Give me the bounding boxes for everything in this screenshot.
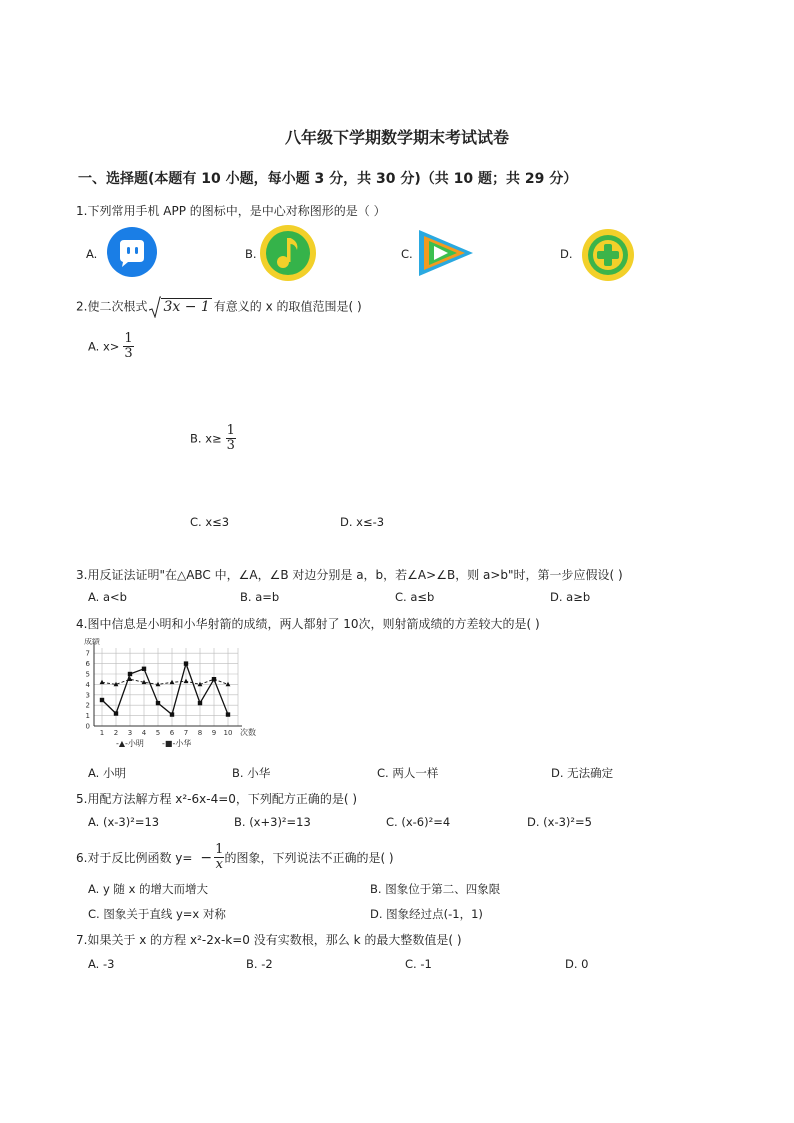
y-tick-label: 7 xyxy=(85,649,90,658)
q2-option-a-text: A. x> xyxy=(88,339,120,354)
q7-option-c: C. -1 xyxy=(405,957,432,971)
q6-option-c: C. 图象关于直线 y=x 对称 xyxy=(88,907,226,921)
page-title: 八年级下学期数学期末考试试卷 xyxy=(284,128,509,147)
x-tick-label: 2 xyxy=(113,729,119,737)
question-7-stem: 7.如果关于 x 的方程 x²-2x-k=0 没有实数根，那么 k 的最大整数值是( ) xyxy=(76,933,462,947)
question-5-stem: 5.用配方法解方程 x²-6x-4=0，下列配方正确的是( ) xyxy=(76,792,358,806)
data-point-square xyxy=(114,711,118,715)
q1-option-b-label: B. xyxy=(245,247,257,261)
q5-option-d: D. (x-3)²=5 xyxy=(527,815,592,829)
q5-option-a: A. (x-3)²=13 xyxy=(88,815,160,829)
series-line-xiaoming xyxy=(102,679,228,684)
x-tick-label: 9 xyxy=(211,729,217,737)
x-tick-label: 4 xyxy=(141,729,147,737)
q7-option-d: D. 0 xyxy=(565,957,589,971)
fraction-one-over-x xyxy=(214,843,224,872)
video-play-app-icon xyxy=(415,226,477,280)
q7-option-b: B. -2 xyxy=(246,957,273,971)
q4-option-d: D. 无法确定 xyxy=(551,766,614,780)
data-point-square xyxy=(198,701,202,705)
fraction-denominator: x xyxy=(215,857,223,872)
x-tick-label: 10 xyxy=(223,729,233,737)
q2-option-b xyxy=(190,424,236,453)
legend-entry: -▲-小明 xyxy=(116,739,144,748)
radical-sign-icon xyxy=(149,296,161,318)
data-point-square xyxy=(184,661,188,665)
data-point-triangle xyxy=(184,679,189,683)
question-2-stem xyxy=(76,296,362,318)
x-tick-label: 8 xyxy=(197,729,203,737)
music-note-app-icon xyxy=(259,224,317,282)
q2-option-d: D. x≤-3 xyxy=(340,515,385,529)
fraction-numerator: 1 xyxy=(215,842,224,857)
fraction-one-third xyxy=(226,424,236,453)
q3-option-b: B. a=b xyxy=(240,590,280,604)
data-point-square xyxy=(100,698,104,702)
legend-entry: -■-小华 xyxy=(162,739,192,748)
question-1-stem: 1.下列常用手机 APP 的图标中，是中心对称图形的是（ ） xyxy=(76,204,386,218)
x-tick-label: 3 xyxy=(127,729,133,737)
section-heading: 一、选择题(本题有 10 小题，每小题 3 分，共 30 分)（共 10 题；共 29 分） xyxy=(78,171,578,187)
q6-stem-prefix: 6.对于反比例函数 y= xyxy=(76,851,193,865)
q6-option-b: B. 图象位于第二、四象限 xyxy=(370,882,501,896)
q5-option-c: C. (x-6)²=4 xyxy=(386,815,451,829)
square-root-expression xyxy=(149,296,211,318)
plus-app-icon xyxy=(578,226,638,284)
q3-option-a: A. a<b xyxy=(88,590,127,604)
q1-option-d-label: D. xyxy=(560,247,573,261)
q4-option-a: A. 小明 xyxy=(88,766,126,780)
q5-option-b: B. (x+3)²=13 xyxy=(234,815,311,829)
x-tick-label: 5 xyxy=(155,729,161,737)
data-point-triangle xyxy=(226,682,231,686)
chat-app-icon xyxy=(106,226,158,278)
data-point-square xyxy=(170,712,174,716)
series-line-xiaohua xyxy=(102,664,228,715)
y-tick-label: 3 xyxy=(85,691,90,700)
data-point-square xyxy=(128,672,132,676)
q3-option-c: C. a≤b xyxy=(395,590,435,604)
x-axis-label: 次数 xyxy=(240,728,256,737)
q7-option-a: A. -3 xyxy=(88,957,115,971)
question-6-stem xyxy=(76,843,394,872)
q6-option-d: D. 图象经过点(-1，1) xyxy=(370,907,483,921)
q3-option-d: D. a≥b xyxy=(550,590,591,604)
data-point-triangle xyxy=(100,680,105,684)
fraction-denominator: 3 xyxy=(226,438,235,453)
y-tick-label: 6 xyxy=(85,660,90,669)
fraction-one-third xyxy=(123,332,133,361)
data-point-square xyxy=(142,667,146,671)
data-point-square xyxy=(226,712,230,716)
q4-option-c: C. 两人一样 xyxy=(377,766,439,780)
data-point-triangle xyxy=(170,680,175,684)
data-point-square xyxy=(156,701,160,705)
score-line-chart xyxy=(80,638,260,750)
q1-option-a-label: A. xyxy=(86,247,98,261)
y-tick-label: 1 xyxy=(85,712,90,721)
fraction-numerator: 1 xyxy=(124,331,133,346)
q4-option-b: B. 小华 xyxy=(232,766,271,780)
x-tick-label: 1 xyxy=(99,729,105,737)
data-point-square xyxy=(212,677,216,681)
y-axis-label: 成绩 xyxy=(84,638,100,646)
fraction-numerator: 1 xyxy=(226,423,235,438)
x-tick-label: 7 xyxy=(183,729,189,737)
radicand: 3x − 1 xyxy=(163,299,210,315)
y-tick-label: 5 xyxy=(85,670,90,679)
q2-option-b-text: B. x≥ xyxy=(190,431,222,446)
q1-option-c-label: C. xyxy=(401,247,413,261)
q2-option-a xyxy=(88,332,134,361)
q2-stem-prefix: 2.使二次根式 xyxy=(76,299,148,314)
q2-stem-suffix: 有意义的 x 的取值范围是( ) xyxy=(213,299,362,314)
question-4-stem: 4.图中信息是小明和小华射箭的成绩，两人都射了 10次，则射箭成绩的方差较大的是( ) xyxy=(76,617,540,631)
fraction-denominator: 3 xyxy=(124,346,133,361)
q6-option-a: A. y 随 x 的增大而增大 xyxy=(88,882,209,896)
x-tick-label: 6 xyxy=(169,729,175,737)
minus-sign: − xyxy=(200,849,213,866)
y-tick-label: 2 xyxy=(85,701,90,710)
q6-stem-suffix: 的图象，下列说法不正确的是( ) xyxy=(224,851,394,865)
q2-option-c: C. x≤3 xyxy=(190,515,230,529)
y-tick-label: 0 xyxy=(85,722,90,731)
y-tick-label: 4 xyxy=(85,680,90,689)
question-3-stem: 3.用反证法证明"在△ABC 中，∠A，∠B 对边分别是 a，b，若∠A>∠B，则 a>b"时，第一步应假设( ) xyxy=(76,568,623,582)
